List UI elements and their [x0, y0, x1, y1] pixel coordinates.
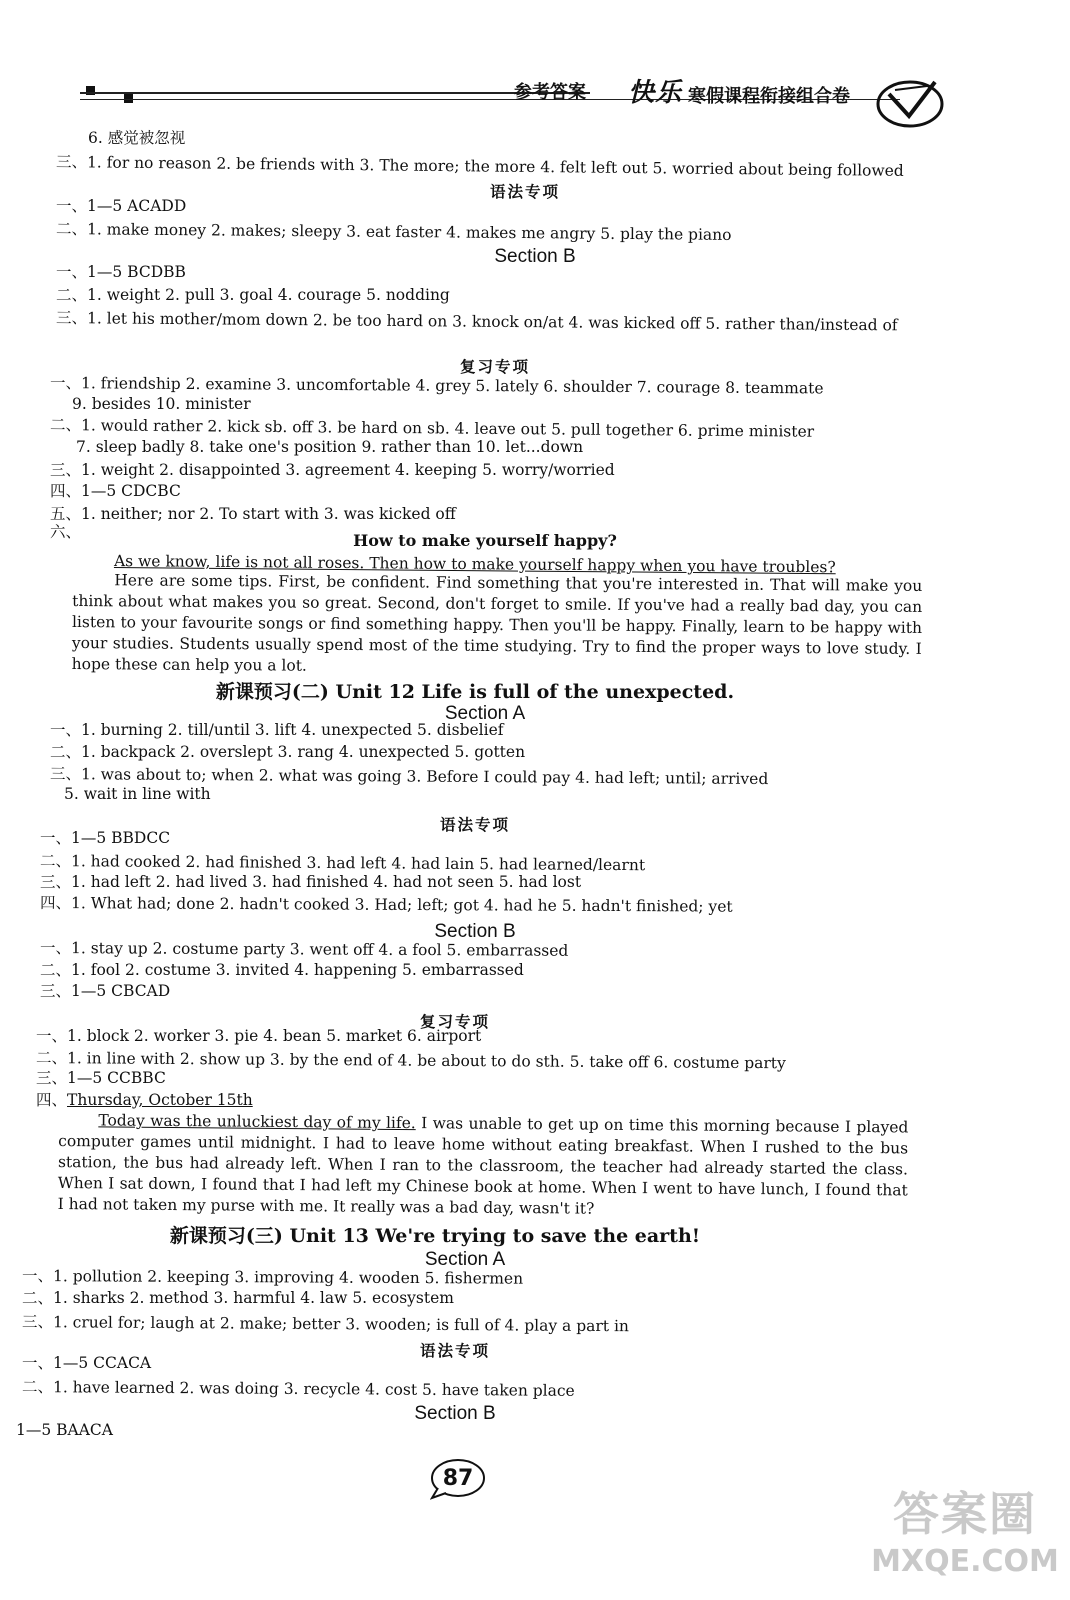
section-b-heading: Section B [414, 1403, 496, 1424]
section-a-heading: Section A [444, 703, 526, 724]
answer-line: 一、1. stay up 2. costume party 3. went off 4. a fool 5. embarrassed [39, 939, 569, 960]
answer-line: 二、1. sharks 2. method 3. harmful 4. law 5. ecosystem [22, 1289, 454, 1307]
diary-body [58, 1110, 909, 1222]
grammar-heading: 语法专项 [439, 815, 510, 834]
answer-line: 一、1. burning 2. till/until 3. lift 4. unexpected 5. disbelief [50, 721, 504, 739]
answer-line: 二、1. backpack 2. overslept 3. rang 4. unexpected 5. gotten [50, 743, 526, 761]
answer-line: 三、1. had left 2. had lived 3. had finished 4. had not seen 5. had lost [40, 873, 582, 891]
answer-line: 5. wait in line with [64, 785, 211, 803]
answer-line: 三、1. was about to; when 2. what was going 3. Before I could pay 4. had left; until; arrived [49, 765, 769, 789]
header-reference-label: 参考答案 [514, 82, 586, 103]
answer-line: 五、1. neither; nor 2. To start with 3. was kicked off [50, 505, 456, 523]
answer-line: 二、1. weight 2. pull 3. goal 4. courage 5. nodding [56, 286, 450, 304]
diary-text: I was unable to get up on time this morning because I played computer games until midnight. I had to leave home without eating breakfast. When I rushed to the bus station, the bus had already left. When I ran to the classroom, the teacher had already started the class. When I sat down, I found that I had left my Chinese book at home. When I went to have lunch, I found that I had not taken my purse with me. It really was a bad day, wasn't it? [57, 1114, 909, 1218]
answer-line: 二、1. have learned 2. was doing 3. recycle 4. cost 5. have taken place [21, 1378, 575, 1400]
section-b-heading: Section B [434, 921, 516, 942]
answer-line: 一、1. block 2. worker 3. pie 4. bean 5. market 6. airport [36, 1027, 482, 1045]
review-heading: 复习专项 [459, 357, 530, 376]
answer-line: 三、1. for no reason 2. be friends with 3. The more; the more 4. felt left out 5. worried about being followed [55, 153, 904, 180]
answer-line: 一、1—5 BBDCC [40, 829, 171, 847]
answer-line: 三、1. weight 2. disappointed 3. agreement 4. keeping 5. worry/worried [50, 461, 615, 479]
answer-line: 二、1. had cooked 2. had finished 3. had left 4. had lain 5. had learned/learnt [39, 852, 646, 875]
answer-line: 二、1. would rather 2. kick sb. off 3. be hard on sb. 4. leave out 5. pull together 6. prime minister [49, 416, 815, 441]
answer-line: 1—5 BAACA [16, 1421, 113, 1439]
unit-12-heading: 新课预习(二) Unit 12 Life is full of the unexpected. [215, 681, 735, 703]
watermark-text: 答案圈 [893, 1487, 1037, 1541]
answer-line: 一、1. pollution 2. keeping 3. improving 4. wooden 5. fishermen [21, 1267, 524, 1288]
answer-line: 四、1—5 CDCBC [50, 482, 181, 500]
essay-body: Here are some tips. First, be confident. Find something that you're interested in. That will make you think about what makes you so great. Second, don't forget to smile. If you've had a really bad day, you can listen to your favourite songs or find something happy. Then you'll be happy. Finally, learn to be happy with your studies. Students usually spend most of the time studying. Try to find the proper ways to love study. I hope these can help you a lot. [71, 571, 923, 675]
answer-line: 一、1—5 BCDBB [56, 263, 186, 281]
answer-line: 六、 [50, 523, 82, 541]
diary-date: Thursday, October 15th [67, 1091, 253, 1109]
diary-first-sentence: Today was the unluckiest day of my life. [98, 1111, 416, 1133]
answer-line: 二、1. in line with 2. show up 3. by the end of 4. be about to do sth. 5. take off 6. costume party [35, 1049, 786, 1073]
essay-first-sentence: As we know, life is not all roses. Then how to make yourself happy when you have troubles? [113, 552, 836, 577]
unit-13-heading: 新课预习(三) Unit 13 We're trying to save the earth! [169, 1225, 701, 1247]
diary-prefix: 四、 [36, 1091, 68, 1109]
book-logo-icon [875, 72, 945, 132]
answer-line: 二、1. make money 2. makes; sleepy 3. eat faster 4. makes me angry 5. play the piano [55, 220, 732, 244]
answer-line: 6. 感觉被忽视 [88, 129, 186, 147]
answer-line: 三、1—5 CCBBC [36, 1069, 166, 1087]
watermark-url: MXQE.COM [871, 1544, 1059, 1579]
answer-line: 一、1—5 ACADD [56, 197, 187, 215]
answer-line: 一、1—5 CCACA [22, 1354, 152, 1372]
answer-line: 三、1. cruel for; laugh at 2. make; better 3. wooden; is full of 4. play a part in [21, 1313, 629, 1336]
answer-line: 三、1. let his mother/mom down 2. be too hard on 3. knock on/at 4. was kicked off 5. rather than/instead of [55, 309, 898, 335]
answer-line: 三、1—5 CBCAD [40, 982, 171, 1000]
essay-title: How to make yourself happy? [353, 531, 617, 550]
section-b-heading: Section B [494, 246, 576, 267]
answer-line: 7. sleep badly 8. take one's position 9. rather than 10. let...down [76, 438, 584, 456]
page-number: 87 [442, 1466, 474, 1491]
grammar-heading: 语法专项 [489, 182, 560, 201]
review-heading: 复习专项 [419, 1012, 490, 1031]
answer-line: 二、1. fool 2. costume 3. invited 4. happening 5. embarrassed [40, 961, 524, 979]
grammar-heading: 语法专项 [419, 1341, 490, 1360]
answer-line: 一、1. friendship 2. examine 3. uncomfortable 4. grey 5. lately 6. shoulder 7. courage 8. teammate [49, 374, 824, 398]
diary-line [36, 1090, 253, 1110]
section-a-heading: Section A [424, 1249, 506, 1270]
header-brand: 快乐 [628, 78, 683, 108]
page-header [80, 72, 960, 142]
answer-line: 9. besides 10. minister [72, 395, 251, 413]
header-title: 寒假课程衔接组合卷 [688, 86, 850, 107]
answer-line: 四、1. What had; done 2. hadn't cooked 3. Had; left; got 4. had he 5. hadn't finished; yet [39, 894, 733, 916]
watermark [860, 1478, 1070, 1600]
